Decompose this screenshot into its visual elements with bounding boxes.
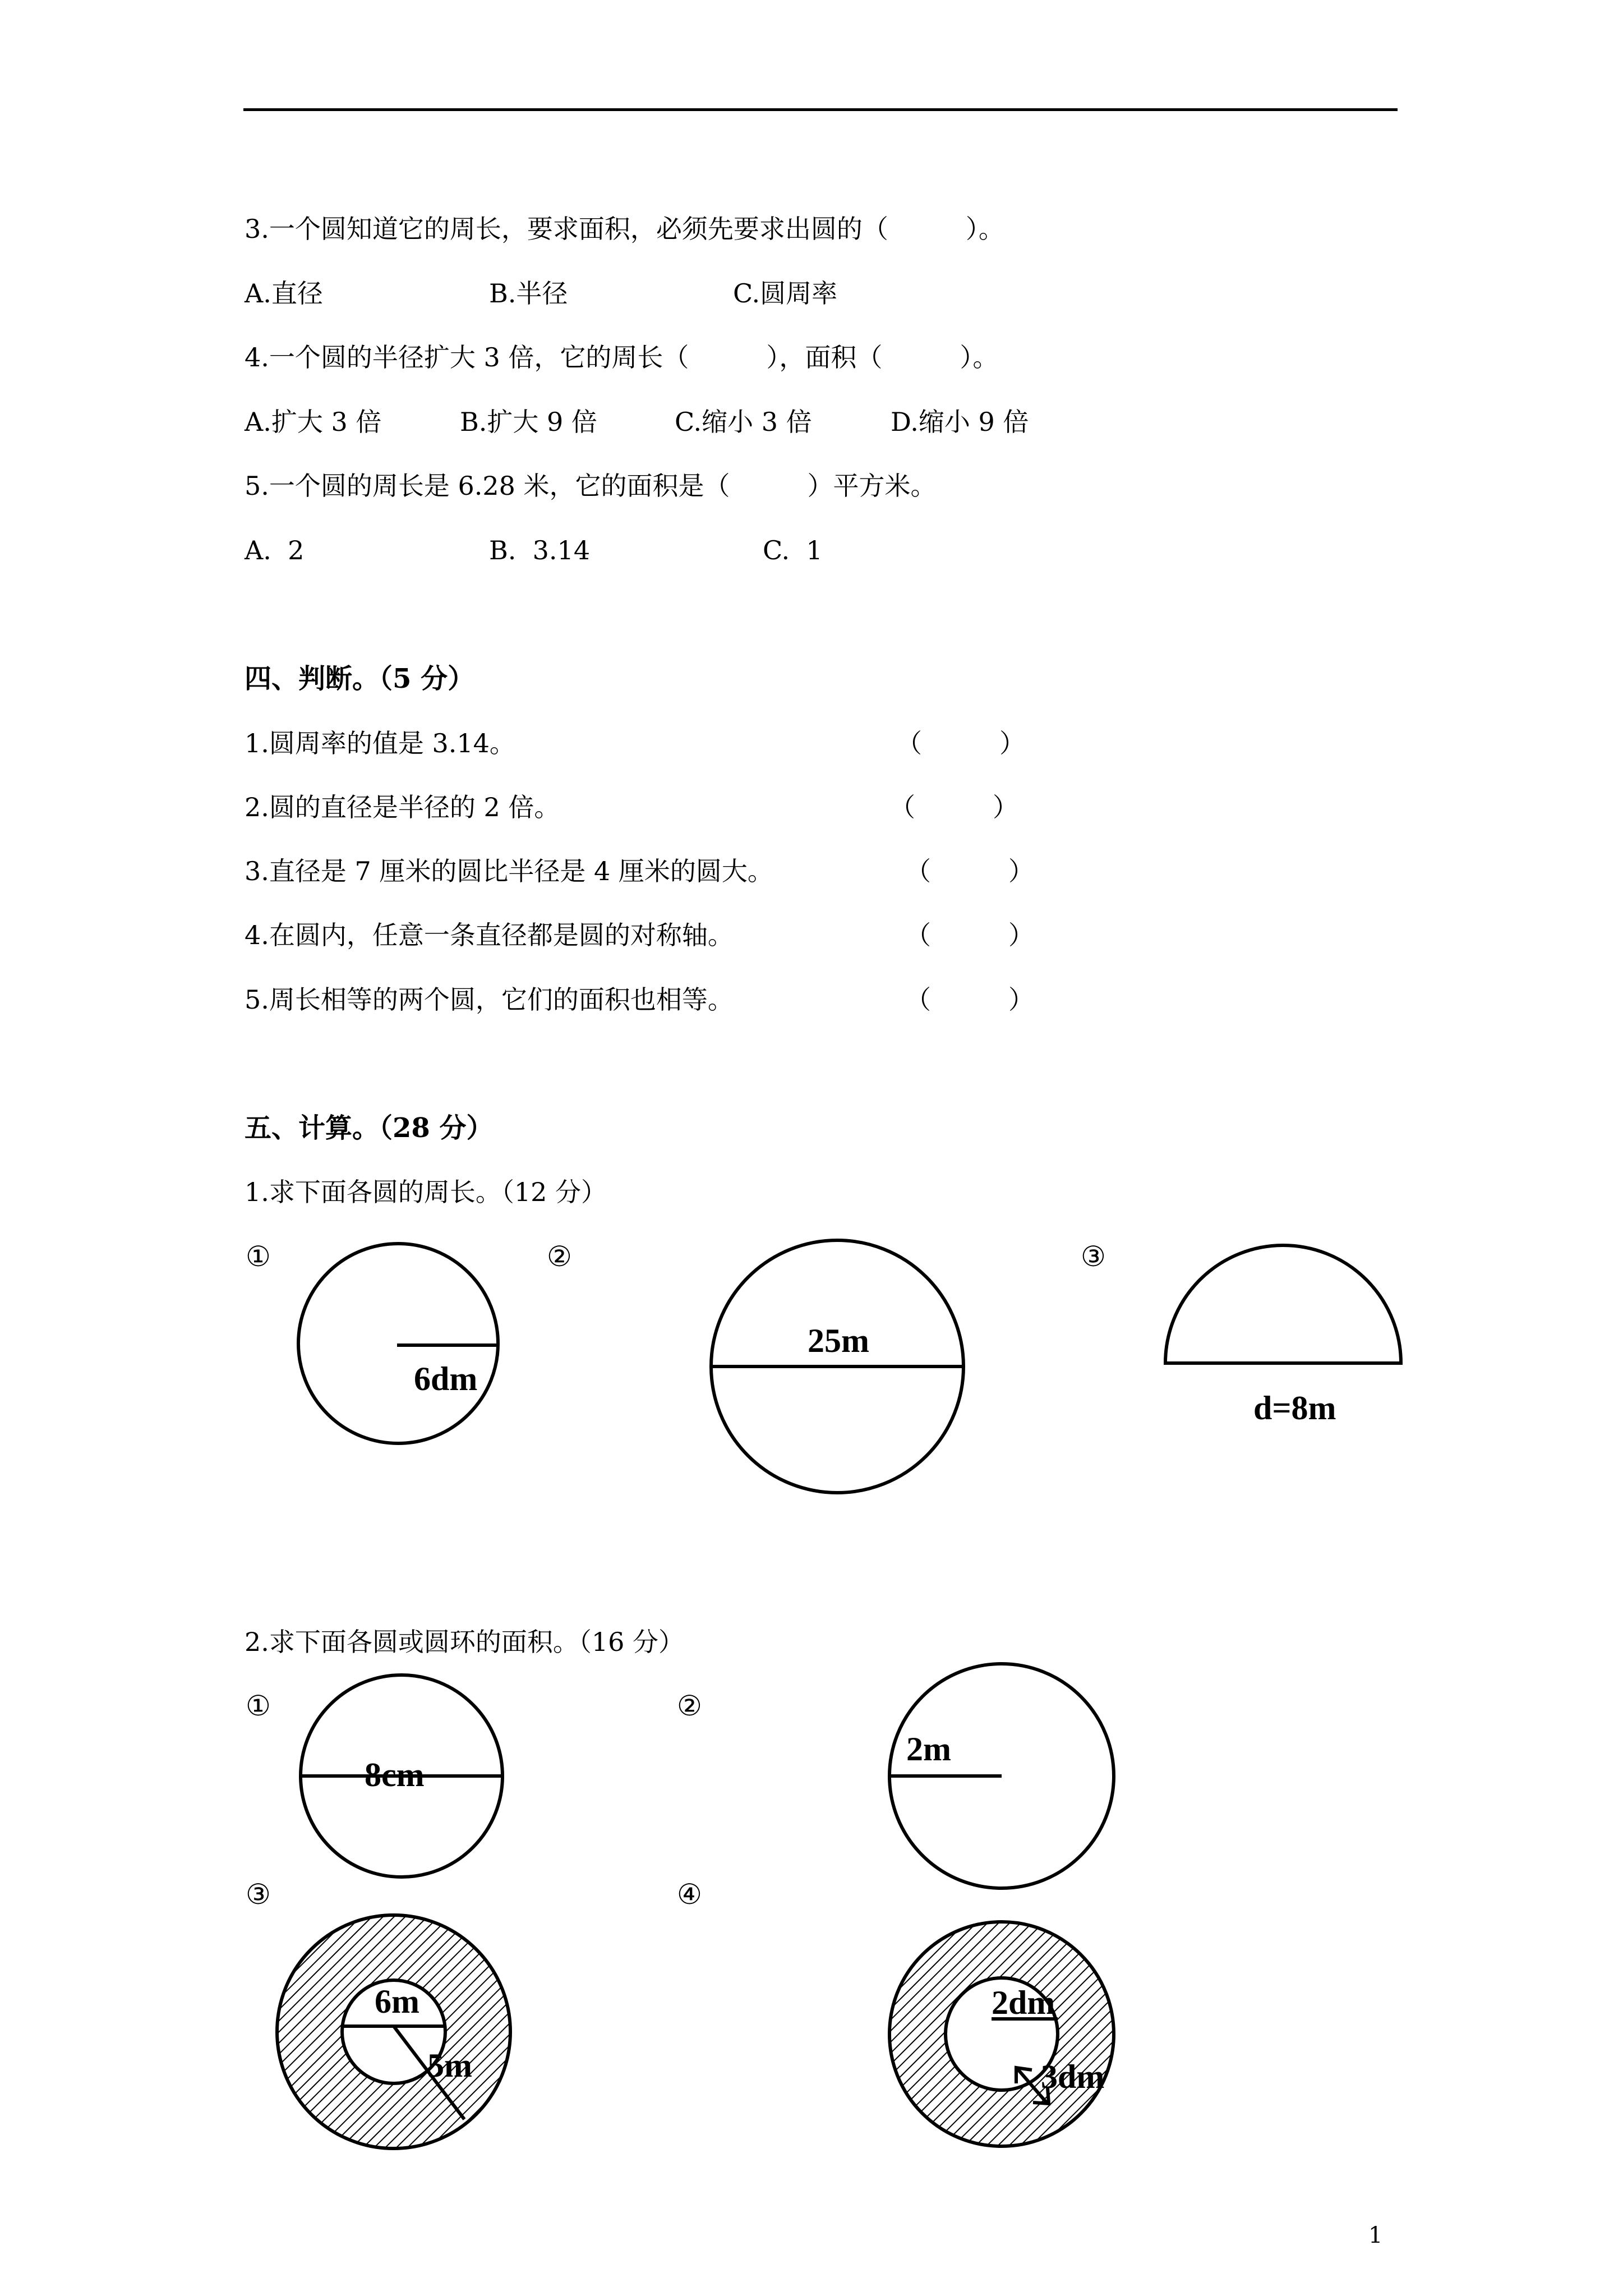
question-5: 5.一个圆的周长是 6.28 米，它的面积是（ ）平方米。 (245, 471, 937, 501)
label-6m: 6m (375, 1983, 419, 2020)
calc-sub2: 2.求下面各圆或圆环的面积。（16 分） (245, 1627, 685, 1657)
marker-1b: ① (246, 1690, 271, 1722)
judge-item-5: 5.周长相等的两个圆，它们的面积也相等。 (245, 984, 734, 1015)
judge-item-1: 1.圆周率的值是 3.14。 (245, 728, 515, 758)
marker-3b: ③ (246, 1878, 271, 1911)
q5-option-c: C. 1 (763, 535, 823, 565)
question-4: 4.一个圆的半径扩大 3 倍，它的周长（ ），面积（ ）。 (245, 342, 999, 372)
judge-paren-3: （ ） (905, 856, 1034, 886)
marker-2b: ② (677, 1690, 702, 1722)
q3-option-a: A.直径 (245, 278, 323, 309)
q4-option-c: C.缩小 3 倍 (675, 407, 812, 437)
judge-paren-2: （ ） (889, 792, 1018, 822)
label-5m: 5m (427, 2047, 472, 2084)
q4-option-b: B.扩大 9 倍 (460, 407, 597, 437)
section-judge-heading: 四、判断。（5 分） (245, 663, 475, 694)
marker-3a: ③ (1081, 1240, 1106, 1273)
marker-2a: ② (547, 1240, 572, 1273)
label-2m: 2m (906, 1731, 951, 1768)
semicircle-fig-3a (1165, 1245, 1401, 1363)
q4-option-a: A.扩大 3 倍 (245, 407, 382, 437)
judge-paren-5: （ ） (905, 984, 1034, 1015)
label-3dm: 3dm (1041, 2058, 1105, 2095)
judge-paren-1: （ ） (896, 728, 1025, 758)
label-25m: 25m (808, 1322, 869, 1359)
q5-option-a: A. 2 (245, 535, 305, 565)
q3-option-b: B.半径 (489, 278, 568, 309)
label-2dm: 2dm (992, 1984, 1055, 2021)
marker-1a: ① (246, 1240, 271, 1273)
marker-4b: ④ (677, 1878, 702, 1911)
judge-item-2: 2.圆的直径是半径的 2 倍。 (245, 792, 560, 822)
calc-sub1: 1.求下面各圆的周长。（12 分） (245, 1177, 607, 1207)
judge-paren-4: （ ） (905, 920, 1034, 950)
judge-item-4: 4.在圆内，任意一条直径都是圆的对称轴。 (245, 920, 734, 950)
question-3: 3.一个圆知道它的周长，要求面积，必须先要求出圆的（ ）。 (245, 214, 1004, 244)
q3-option-c: C.圆周率 (733, 278, 838, 309)
page-number: 1 (1368, 2223, 1383, 2248)
label-8cm: 8cm (365, 1756, 425, 1793)
label-6dm: 6dm (414, 1360, 478, 1397)
q4-option-d: D.缩小 9 倍 (891, 407, 1029, 437)
section-calc-heading: 五、计算。（28 分） (245, 1112, 494, 1144)
judge-item-3: 3.直径是 7 厘米的圆比半径是 4 厘米的圆大。 (245, 856, 773, 886)
q5-option-b: B. 3.14 (489, 535, 591, 565)
label-d8m: d=8m (1253, 1389, 1336, 1427)
